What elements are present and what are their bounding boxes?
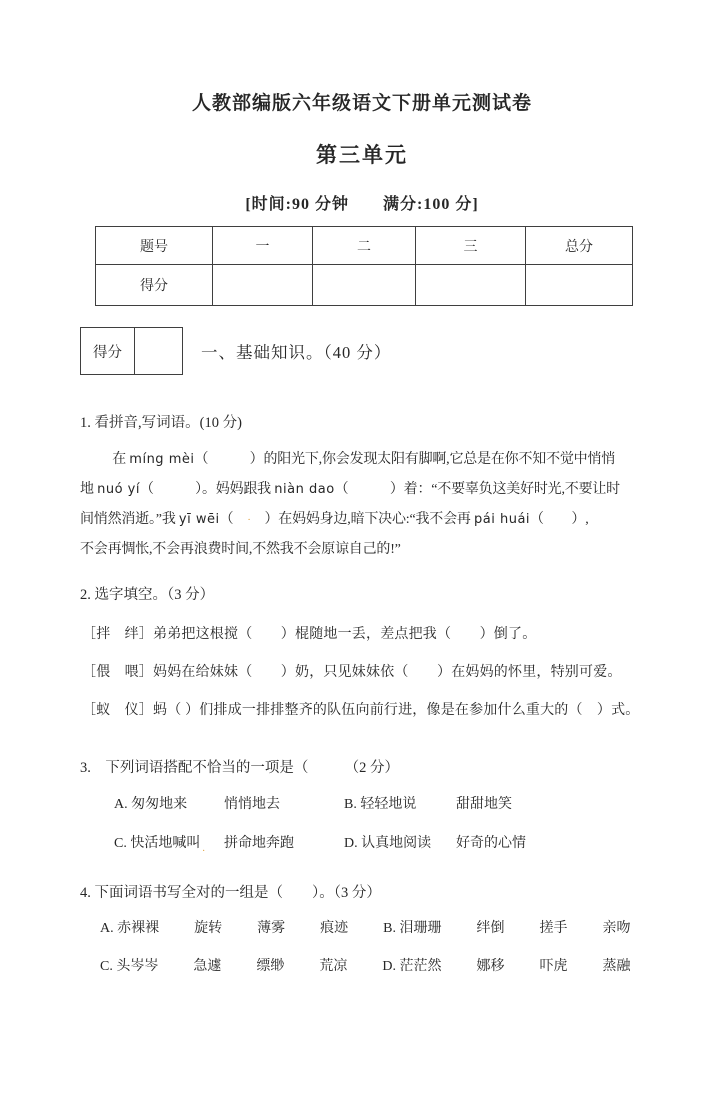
question-1-title: 1. 看拼音,写词语。(10 分) [80,415,242,431]
cn-text: （ ）的阳光下,你会发现太阳有脚啊,它总是在你不知不觉中悄悄 [194,452,616,467]
passage-line [80,505,646,535]
score-table-score-row [96,265,633,306]
option-b: B. 轻轻地说 [344,797,417,812]
fill-blank-line: ［拌 绊］弟弟把这根搅（ ）棍随地一丢，差点把我（ ）倒了。 [82,627,537,642]
question-2-title: 2. 选字填空。（3 分） [80,587,215,603]
score-blank-cell [416,265,526,306]
option-a-word2: 悄悄地去 [224,797,280,812]
section-score-box [80,327,183,375]
question-4-options-row [100,956,724,978]
option-word: 吓虎 [539,959,568,974]
question-4-title: 4. 下面词语书写全对的一组是（ ）。（3 分） [80,885,381,901]
option-c-word2: 拼命地奔跑 [224,836,294,851]
page-title: 人教部编版六年级语文下册单元测试卷 [191,93,532,114]
option-a: A. 赤裸裸 [100,921,160,936]
score-box-label: 得分 [81,328,135,374]
option-d: D. 茫茫然 [382,959,442,974]
option-word: 旋转 [194,921,223,936]
pinyin-text: pái huái [474,512,531,527]
score-row-label: 得分 [96,265,213,306]
time-score-info: [时间:90 分钟 满分:100 分] [245,196,479,213]
option-b-word2: 甜甜地笑 [456,797,512,812]
passage-line [80,445,646,475]
orange-dot-mark: · [202,846,206,857]
score-blank-cell [213,265,313,306]
option-word: 荒凉 [319,959,348,974]
option-word: 急遽 [193,959,222,974]
question-3-title: 3. 下列词语搭配不恰当的一项是（ （2 分） [80,760,399,776]
score-box-blank [135,328,182,374]
header-cell-total: 总分 [526,227,633,265]
pinyin-text: niàn dao [274,482,335,497]
test-paper-page [0,88,724,1112]
option-word: 蒸融 [602,959,631,974]
cn-text: ）在妈妈身边,暗下决心:“我不会再 [250,512,474,527]
option-d-word2: 好奇的心情 [456,836,526,851]
pinyin-text: míng mèi [129,452,195,467]
option-word: 薄雾 [257,921,286,936]
score-summary-table [95,226,633,306]
option-word: 娜移 [476,959,505,974]
cn-text: 间悄然消逝。”我 [80,512,179,527]
header-cell-part-one: 一 [213,227,313,265]
cn-text: （ ）着：“不要辜负这美好时光,不要让时 [334,482,620,497]
score-blank-cell [313,265,416,306]
option-c: C. 快活地喊叫 [114,836,201,851]
question-1-passage [80,445,646,565]
fill-blank-line: ［蚁 仪］蚂（ ）们排成一排排整齐的队伍向前行进，像是在参加什么重大的（ ）式。 [82,703,640,718]
option-word: 亲吻 [602,921,631,936]
question-3-options-row [114,794,724,816]
pinyin-text: yī wēi [178,512,220,527]
option-word: 痕迹 [320,921,349,936]
fill-blank-line: ［偎 喂］妈妈在给妹妹（ ）奶，只见妹妹依（ ）在妈妈的怀里，特别可爱。 [82,665,622,680]
option-word: 搓手 [539,921,568,936]
header-cell-part-three: 三 [416,227,526,265]
option-word: 绊倒 [476,921,505,936]
header-cell-part-two: 二 [313,227,416,265]
cn-text: （ [219,512,248,527]
orange-dot-mark: · [247,514,251,526]
option-a: A. 匆匆地来 [114,797,188,812]
section-one-heading: 一、基础知识。（40 分） [201,343,392,362]
option-b: B. 泪珊珊 [383,921,442,936]
cn-text: 在 [112,452,130,467]
question-3-options-row [114,833,724,855]
section-one-header-row [80,327,724,375]
passage-line [80,475,646,505]
score-table-header-row [96,227,633,265]
option-c: C. 头岑岑 [100,959,159,974]
pinyin-text: nuó yí [97,482,140,497]
passage-line [80,535,646,565]
cn-text: （ ）, [530,512,589,527]
option-d: D. 认真地阅读 [344,836,432,851]
score-blank-cell [526,265,633,306]
cn-text: 不会再惆怅,不会再浪费时间,不然我不会原谅自己的!” [80,542,401,557]
header-cell-question-number: 题号 [96,227,213,265]
unit-title: 第三单元 [316,143,408,167]
question-4-options-row [100,918,724,940]
cn-text: 地 [80,482,98,497]
question-2-items [82,616,724,730]
option-word: 缥缈 [256,959,285,974]
cn-text: （ ）。妈妈跟我 [139,482,275,497]
